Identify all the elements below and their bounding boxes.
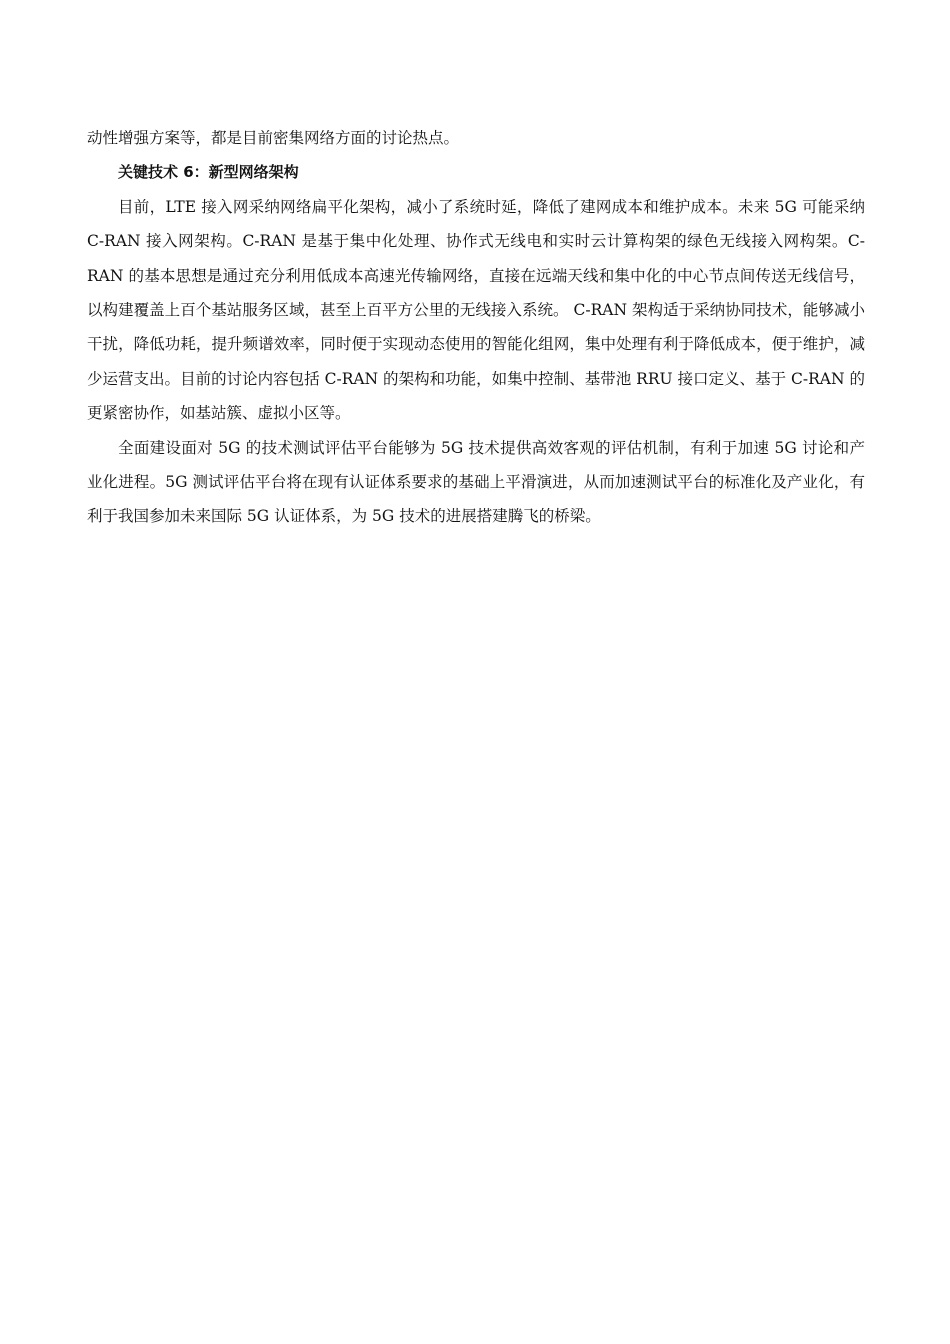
paragraph-test-platform: 全面建设面对 5G 的技术测试评估平台能够为 5G 技术提供高效客观的评估机制，有利于加速 5G 讨论和产业化进程。5G 测试评估平台将在现有认证体系要求的基础上平滑演进，从而加速测试平台的标准化及产业化，有利于我国参加未来国际 5G 认证体系，为 5G 技术的进展搭建腾飞的桥梁。	[87, 438, 865, 526]
document-body	[87, 121, 865, 534]
section-heading: 关键技术 6：新型网络架构	[118, 163, 299, 182]
paragraph-c-ran: 目前，LTE 接入网采纳网络扁平化架构，减小了系统时延，降低了建网成本和维护成本。未来 5G 可能采纳 C-RAN 接入网架构。C-RAN 是基于集中化处理、协作式无线电和实时云计算构架的绿色无线接入网构架。C-RAN 的基本思想是通过充分利用低成本高速光传输网络，直接在远端天线和集中化的中心节点间传送无线信号，以构建覆盖上百个基站服务区域，甚至上百平方公里的无线接入系统。 C-RAN 架构适于采纳协同技术，能够减小干扰，降低功耗，提升频谱效率，同时便于实现动态使用的智能化组网，集中处理有利于降低成本，便于维护，减少运营支出。目前的讨论内容包括 C-RAN 的架构和功能，如集中控制、基带池 RRU 接口定义、基于 C-RAN 的更紧密协作，如基站簇、虚拟小区等。	[87, 197, 865, 423]
paragraph-continuation: 动性增强方案等，都是目前密集网络方面的讨论热点。	[87, 129, 460, 147]
